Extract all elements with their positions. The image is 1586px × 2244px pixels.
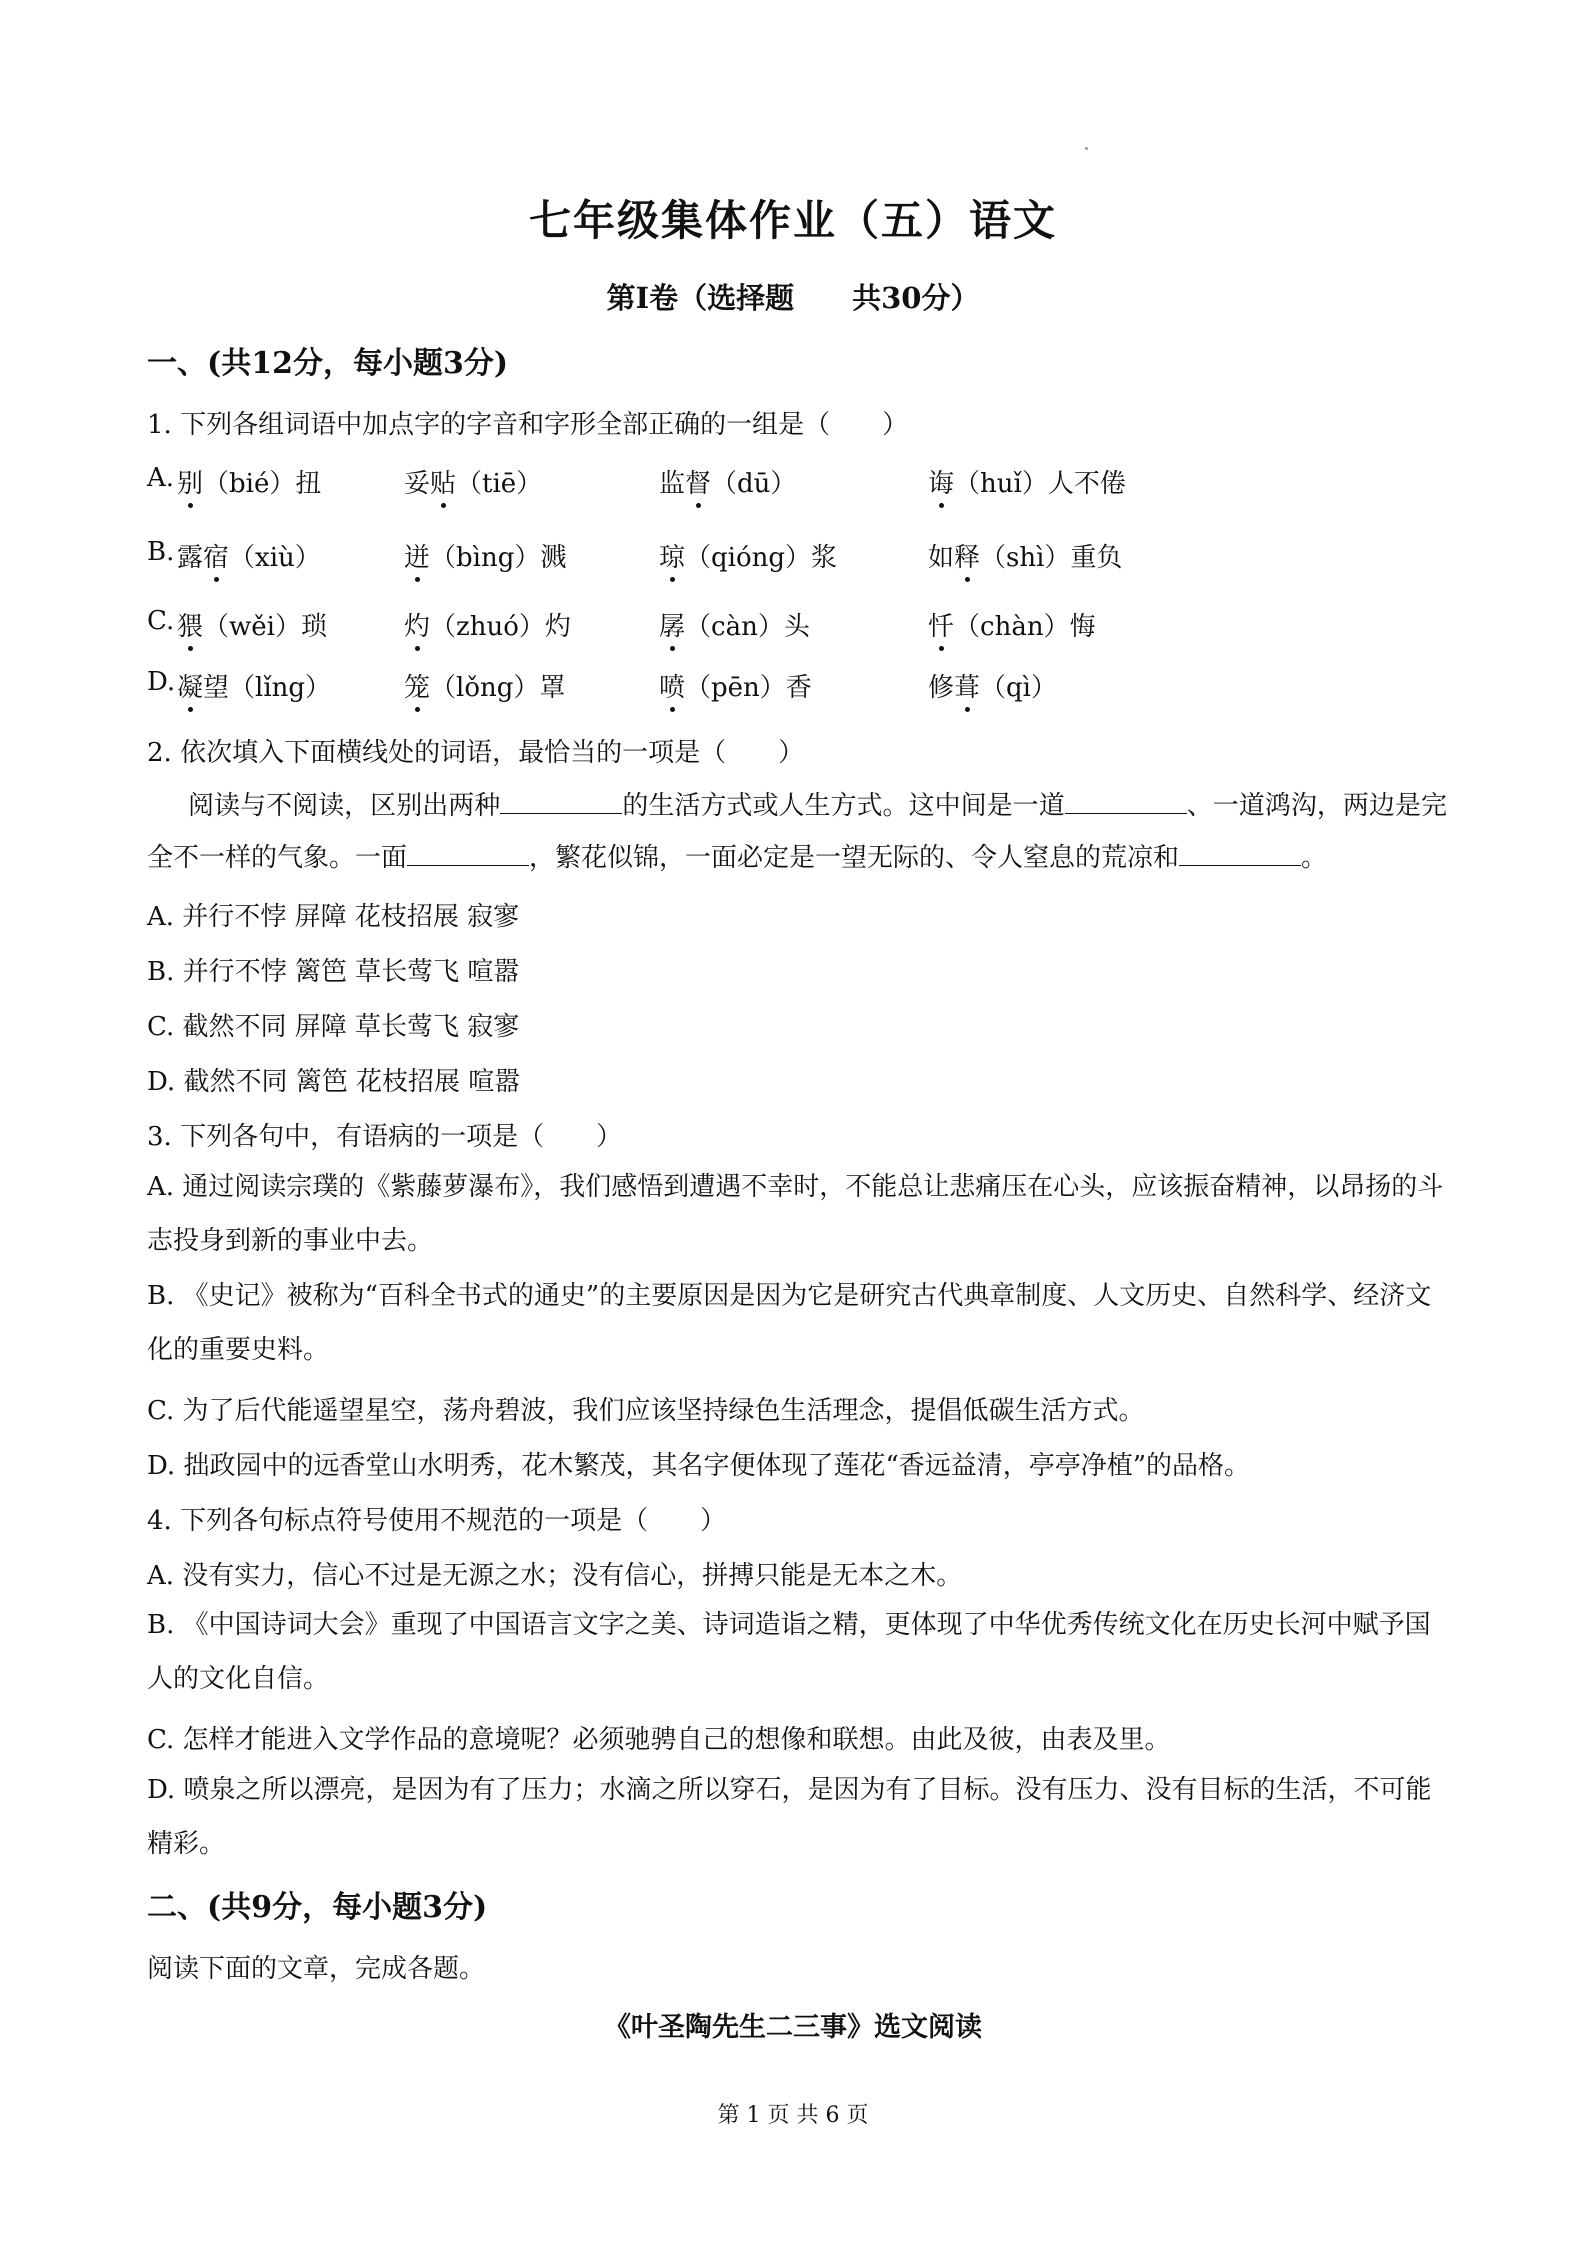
- word-prefix: 如: [928, 543, 955, 573]
- q1-option-word: [659, 537, 837, 574]
- word-pinyin: （bié）扭: [203, 469, 322, 499]
- word-pinyin: （chàn）悔: [954, 612, 1096, 642]
- word-pinyin: （lǒng）罩: [430, 673, 566, 703]
- dotted-character: 忏: [928, 606, 954, 643]
- q1-option-label: A.: [147, 463, 175, 493]
- dotted-character: 孱: [659, 606, 685, 643]
- q1-option-word: [928, 463, 1126, 500]
- q3-option-d: D. 拙政园中的远香堂山水明秀，花木繁茂，其名字便体现了莲花“香远益清，亭亭净植”的品格。: [147, 1451, 1251, 1481]
- dotted-character: 琼: [659, 537, 685, 574]
- dotted-character: 释: [954, 537, 980, 574]
- q1-option-label: B.: [147, 537, 175, 567]
- q4-option-a: A. 没有实力，信心不过是无源之水；没有信心，拼搏只能是无本之木。: [147, 1561, 963, 1591]
- word-prefix: 妥: [404, 469, 431, 499]
- page-footer: 第 1 页 共 6 页: [717, 2103, 869, 2128]
- q3-option-b: B. 《史记》被称为“百科全书式的通史”的主要原因是因为它是研究古代典章制度、人文历史、自然科学、经济文化的重要史料。: [147, 1281, 1432, 1365]
- dotted-character: 猥: [177, 606, 203, 643]
- q1-option-word: [177, 537, 321, 574]
- q2-passage-part3: 、一道鸿沟，两边是完全不一样的气象。一面: [147, 791, 1447, 873]
- q2-passage: [147, 780, 1447, 884]
- q1-option-word: [177, 606, 327, 643]
- q2-blank-4: [1179, 843, 1301, 866]
- word-pinyin: （wěi）琐: [203, 612, 327, 642]
- dotted-character: 宿: [203, 537, 229, 574]
- q2-blank-2: [1065, 791, 1187, 814]
- q2-passage-part2: 的生活方式或人生方式。这中间是一道: [622, 791, 1065, 821]
- q4-option-d: D. 喷泉之所以漂亮，是因为有了压力；水滴之所以穿石，是因为有了目标。没有压力、没有目标的生活，不可能精彩。: [147, 1775, 1432, 1859]
- section-one-heading: 一、(共12分，每小题3分): [147, 346, 509, 381]
- dotted-character: 葺: [954, 667, 980, 704]
- q4-option-c: C. 怎样才能进入文学作品的意境呢？必须驰骋自己的想像和联想。由此及彼，由表及里。: [147, 1725, 1171, 1755]
- q2-passage-part5: 。: [1301, 843, 1328, 873]
- dotted-character: 凝: [177, 667, 203, 704]
- word-pinyin: （xiù）: [229, 543, 321, 573]
- q3-stem: 3. 下列各句中，有语病的一项是（ ）: [147, 1122, 623, 1152]
- section-two-heading: 二、(共9分，每小题3分): [147, 1890, 488, 1925]
- q1-option-word: [404, 667, 565, 704]
- q1-option-word: [659, 463, 796, 500]
- q4-option-b: B. 《中国诗词大会》重现了中国语言文字之美、诗词造诣之精，更体现了中华优秀传统文化在历史长河中赋予国人的文化自信。: [147, 1610, 1431, 1694]
- q3-option-a: A. 通过阅读宗璞的《紫藤萝瀑布》，我们感悟到遭遇不幸时，不能总让悲痛压在心头，应该振奋精神，以昂扬的斗志投身到新的事业中去。: [147, 1172, 1444, 1256]
- q1-option-word: [404, 606, 571, 643]
- q1-option-word: [177, 667, 331, 704]
- q1-stem: 1. 下列各组词语中加点字的字音和字形全部正确的一组是（ ）: [147, 410, 909, 440]
- section-two-instruction: 阅读下面的文章，完成各题。: [147, 1954, 486, 1984]
- q1-option-word: [928, 537, 1122, 574]
- word-pinyin: （zhuó）灼: [430, 612, 571, 642]
- dotted-character: 喷: [659, 667, 685, 704]
- word-pinyin: （huǐ）人不倦: [954, 469, 1126, 499]
- word-pinyin: （bìng）溅: [430, 543, 567, 573]
- word-pinyin: 望（lǐng）: [203, 673, 332, 703]
- q2-option-b: B. 并行不悖 篱笆 草长莺飞 喧嚣: [147, 957, 520, 987]
- word-pinyin: （càn）头: [685, 612, 810, 642]
- q4-stem: 4. 下列各句标点符号使用不规范的一项是（ ）: [147, 1506, 727, 1536]
- dotted-character: 灼: [404, 606, 430, 643]
- word-prefix: 修: [928, 673, 955, 703]
- q1-option-word: [659, 667, 812, 704]
- q1-option-word: [177, 463, 321, 500]
- word-pinyin: （tiē）: [456, 469, 543, 499]
- word-pinyin: （dū）: [711, 469, 797, 499]
- scan-speck: [1085, 147, 1088, 150]
- dotted-character: 诲: [928, 463, 954, 500]
- dotted-character: 督: [685, 463, 711, 500]
- word-pinyin: （qióng）浆: [685, 543, 838, 573]
- word-prefix: 监: [659, 469, 686, 499]
- paper-subtitle: 第Ⅰ卷（选择题 共30分）: [606, 281, 980, 315]
- q1-option-word: [659, 606, 810, 643]
- page-title: 七年级集体作业（五）语文: [528, 196, 1057, 245]
- q2-passage-part4: ，繁花似锦，一面必定是一望无际的、令人窒息的荒凉和: [529, 843, 1180, 873]
- q3-option-c: C. 为了后代能遥望星空，荡舟碧波，我们应该坚持绿色生活理念，提倡低碳生活方式。: [147, 1396, 1145, 1426]
- q2-stem: 2. 依次填入下面横线处的词语，最恰当的一项是（ ）: [147, 738, 805, 768]
- reading-title: 《叶圣陶先生二三事》选文阅读: [604, 2012, 982, 2043]
- q2-option-d: D. 截然不同 篱笆 花枝招展 喧嚣: [147, 1067, 521, 1097]
- q2-option-a: A. 并行不悖 屏障 花枝招展 寂寥: [147, 902, 520, 932]
- word-pinyin: （shì）重负: [980, 543, 1123, 573]
- q1-option-label: C.: [147, 606, 175, 636]
- q1-option-word: [404, 463, 542, 500]
- dotted-character: 贴: [430, 463, 456, 500]
- word-prefix: 露: [177, 543, 204, 573]
- q2-passage-part1: 阅读与不阅读，区别出两种: [188, 791, 501, 821]
- q1-option-word: [928, 606, 1096, 643]
- q2-blank-1: [500, 791, 622, 814]
- q1-option-label: D.: [147, 667, 176, 697]
- q1-option-word: [404, 537, 566, 574]
- word-pinyin: （qì）: [980, 673, 1057, 703]
- q2-blank-3: [407, 843, 529, 866]
- dotted-character: 别: [177, 463, 203, 500]
- q1-option-word: [928, 667, 1057, 704]
- dotted-character: 笼: [404, 667, 430, 704]
- word-pinyin: （pēn）香: [685, 673, 812, 703]
- q2-option-c: C. 截然不同 屏障 草长莺飞 寂寥: [147, 1012, 520, 1042]
- dotted-character: 迸: [404, 537, 430, 574]
